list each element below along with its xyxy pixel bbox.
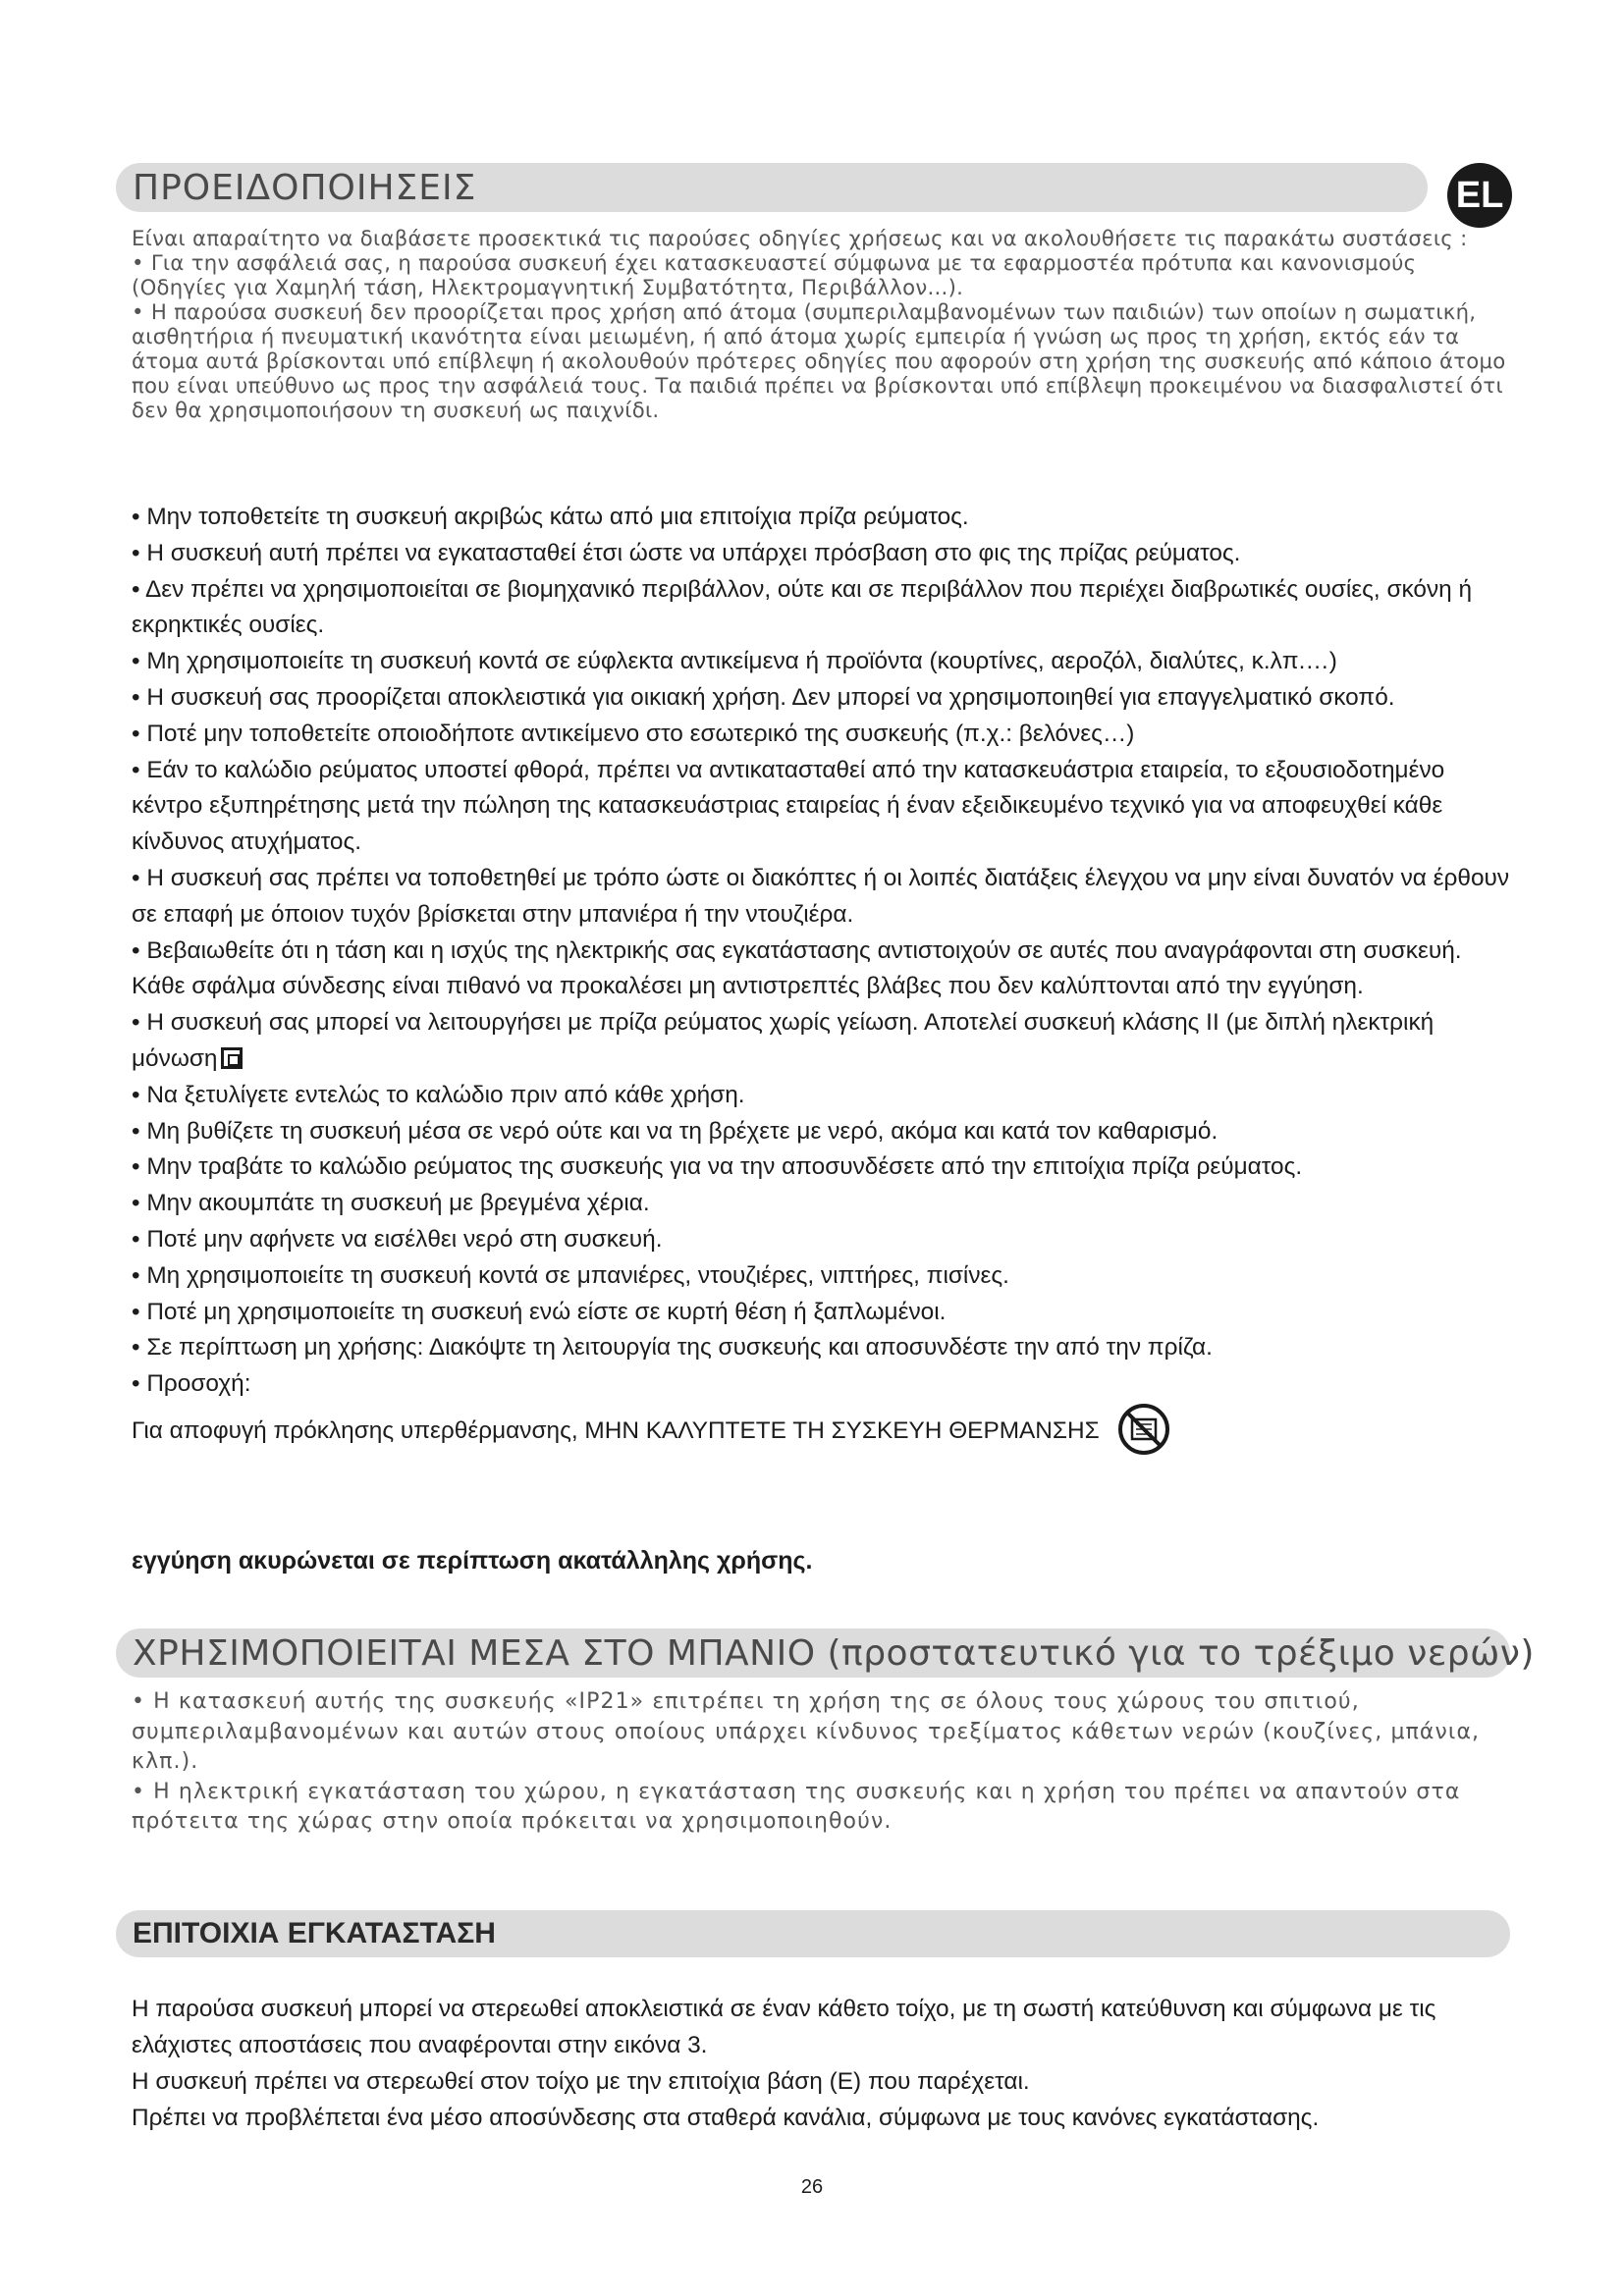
intro-paragraph: • Η παρούσα συσκευή δεν προορίζεται προς χρήση από άτομα (συμπεριλαμβανομένων των παιδιών) των οποίων η σωματική, αισθητήρια ή πνευματική ικανότητα είναι μειωμένη, ή από άτομα χωρίς εμπειρία ή γνώση ως προς τη χρήση, εκτός εάν τα άτομα αυτά βρίσκονται υπό επίβλεψη ή ακολουθούν πρότερες οδηγίες που αφορούν στη χρήση της συσκευής από κάποιο άτομο που είναι υπεύθυνο ως προς την ασφάλειά τους. Τα παιδιά πρέπει να βρίσκονται υπό επίβλεψη προκειμένου να διασφαλιστεί ότι δεν θα χρησιμοποιήσουν τη συσκευή ως παιχνίδι.	[132, 299, 1506, 422]
warnings-list	[132, 500, 1516, 1456]
list-item: • Μη βυθίζετε τη συσκευή μέσα σε νερό ούτε και να τη βρέχετε με νερό, ακόμα και κατά τον καθαρισμό.	[132, 1117, 1218, 1145]
warranty-note: εγγύηση ακυρώνεται σε περίπτωση ακατάλληλης χρήσης.	[132, 1547, 813, 1575]
warnings-intro	[132, 226, 1516, 422]
list-item	[132, 1005, 1516, 1078]
section-header-warnings	[116, 163, 1428, 212]
double-insulation-icon	[221, 1047, 243, 1069]
list-item: • Η συσκευή σας προορίζεται αποκλειστικά για οικιακή χρήση. Δεν μπορεί να χρησιμοποιηθεί για επαγγελματικό σκοπό.	[132, 683, 1395, 711]
section-title-warnings: ΠΡΟΕΙΔΟΠΟΙΗΣΕΙΣ	[133, 167, 477, 208]
list-item: • Ποτέ μη χρησιμοποιείτε τη συσκευή ενώ είστε σε κυρτή θέση ή ξαπλωμένοι.	[132, 1298, 947, 1325]
section-header-wall-install	[116, 1910, 1510, 1957]
section-header-bathroom	[116, 1629, 1535, 1678]
paragraph: • Η κατασκευή αυτής της συσκευής «IP21» επιτρέπει τη χρήση της σε όλους τους χώρους του σπιτιού, συμπεριλαμβανομένων και αυτών στους οποίους υπάρχει κίνδυνος τρεξίματος κάθετων νερών (κουζίνες, μπάνια, κλπ.).	[132, 1689, 1481, 1774]
page-number: 26	[800, 2176, 824, 2198]
list-item: • Μην τραβάτε το καλώδιο ρεύματος της συσκευής για να την αποσυνδέσετε από την επιτοίχια πρίζα ρεύματος.	[132, 1153, 1303, 1181]
list-item: • Η συσκευή σας πρέπει να τοποθετηθεί με τρόπο ώστε οι διακόπτες ή οι λοιπές διατάξεις έλεγχου να μην είναι δυνατόν να έρθουν σε επαφή με όποιον τυχόν βρίσκεται στην μπανιέρα ή την ντουζιέρα.	[132, 864, 1510, 928]
language-badge-label: EL	[1455, 174, 1504, 216]
list-item: • Βεβαιωθείτε ότι η τάση και η ισχύς της ηλεκτρικής σας εγκατάστασης αντιστοιχούν σε αυτές που αναγράφονται στη συσκευή. Κάθε σφάλμα σύνδεσης είναι πιθανό να προκαλέσει μη αντιστρεπτές βλάβες που δεν καλύπτονται από την εγγύηση.	[132, 936, 1462, 1000]
paragraph: • Η ηλεκτρική εγκατάσταση του χώρου, η εγκατάσταση της συσκευής και η χρήση του πρέπει να απαντούν στα πρότειτα της χώρας στην οποία πρόκειται να χρησιμοποιηθούν.	[132, 1779, 1461, 1834]
intro-paragraph: • Για την ασφάλειά σας, η παρούσα συσκευή έχει κατασκευαστεί σύμφωνα με τα εφαρμοστέα πρότυπα και κανονισμούς (Οδηγίες για Χαμηλή τάση, Ηλεκτρομαγνητική Συμβατότητα, Περιβάλλον...).	[132, 250, 1417, 299]
list-item: • Σε περίπτωση μη χρήσης: Διακόψτε τη λειτουργία της συσκευής και αποσυνδέστε την από την πρίζα.	[132, 1334, 1213, 1362]
list-item: • Προσοχή:	[132, 1370, 251, 1398]
list-item: • Ποτέ μην αφήνετε να εισέλθει νερό στη συσκευή.	[132, 1225, 663, 1253]
list-item: • Η συσκευή αυτή πρέπει να εγκατασταθεί έτσι ώστε να υπάρχει πρόσβαση στο φις της πρίζας ρεύματος.	[132, 539, 1241, 566]
language-badge	[1447, 163, 1512, 228]
paragraph: Η συσκευή πρέπει να στερεωθεί στον τοίχο με την επιτοίχια βάση (E) που παρέχεται.	[132, 2068, 1030, 2095]
do-not-cover-icon	[1117, 1403, 1170, 1456]
list-item: • Εάν το καλώδιο ρεύματος υποστεί φθορά, πρέπει να αντικατασταθεί από την κατασκευάστρια εταιρεία, το εξουσιοδοτημένο κέντρο εξυπηρέτησης μετά την πώληση της κατασκευάστριας εταιρείας ή έναν εξειδικευμένο τεχνικό για να αποφευχθεί κάθε κίνδυνος ατυχήματος.	[132, 756, 1445, 856]
list-item: • Μη χρησιμοποιείτε τη συσκευή κοντά σε μπανιέρες, ντουζιέρες, νιπτήρες, πισίνες.	[132, 1261, 1009, 1289]
paragraph: Πρέπει να προβλέπεται ένα μέσο αποσύνδεσης στα σταθερά κανάλια, σύμφωνα με τους κανόνες εγκατάστασης.	[132, 2105, 1320, 2131]
caution-line	[132, 1403, 1516, 1456]
bathroom-text	[132, 1687, 1516, 1838]
wall-install-text	[132, 1991, 1516, 2136]
section-title-bathroom: ΧΡΗΣΙΜΟΠΟΙΕΙΤΑΙ ΜΕΣΑ ΣΤΟ ΜΠΑΝΙΟ (προστατευτικό για το τρέξιμο νερών)	[133, 1632, 1535, 1674]
list-item: • Μην ακουμπάτε τη συσκευή με βρεγμένα χέρια.	[132, 1190, 650, 1217]
class-ii-text: • Η συσκευή σας μπορεί να λειτουργήσει με πρίζα ρεύματος χωρίς γείωση. Αποτελεί συσκευή κλάσης ΙΙ (με διπλή ηλεκτρική μόνωση	[132, 1009, 1435, 1072]
list-item: • Ποτέ μην τοποθετείτε οποιοδήποτε αντικείμενο στο εσωτερικό της συσκευής (π.χ.: βελόνες…)	[132, 720, 1135, 747]
intro-paragraph: Είναι απαραίτητο να διαβάσετε προσεκτικά τις παρούσες οδηγίες χρήσεως και να ακολουθήσετε τις παρακάτω συστάσεις :	[132, 226, 1468, 250]
list-item: • Δεν πρέπει να χρησιμοποιείται σε βιομηχανικό περιβάλλον, ούτε και σε περιβάλλον που περιέχει διαβρωτικές ουσίες, σκόνη ή εκρηκτικές ουσίες.	[132, 575, 1473, 639]
list-item: • Μη χρησιμοποιείτε τη συσκευή κοντά σε εύφλεκτα αντικείμενα ή προϊόντα (κουρτίνες, αεροζόλ, διαλύτες, κ.λπ.…)	[132, 648, 1337, 675]
section-title-wall-install: ΕΠΙΤΟΙΧΙΑ ΕΓΚΑΤΑΣΤΑΣΗ	[133, 1917, 496, 1949]
list-item: • Να ξετυλίγετε εντελώς το καλώδιο πριν από κάθε χρήση.	[132, 1081, 745, 1108]
paragraph: Η παρούσα συσκευή μπορεί να στερεωθεί αποκλειστικά σε έναν κάθετο τοίχο, με τη σωστή κατεύθυνση και σύμφωνα με τις ελάχιστες αποστάσεις που αναφέρονται στην εικόνα 3.	[132, 1996, 1436, 2058]
caution-text: Για αποφυγή πρόκλησης υπερθέρμανσης, ΜΗΝ ΚΑΛΥΠΤΕΤΕ ΤΗ ΣΥΣΚΕΥΗ ΘΕΡΜΑΝΣΗΣ	[132, 1416, 1100, 1444]
list-item: • Μην τοποθετείτε τη συσκευή ακριβώς κάτω από μια επιτοίχια πρίζα ρεύματος.	[132, 504, 969, 530]
